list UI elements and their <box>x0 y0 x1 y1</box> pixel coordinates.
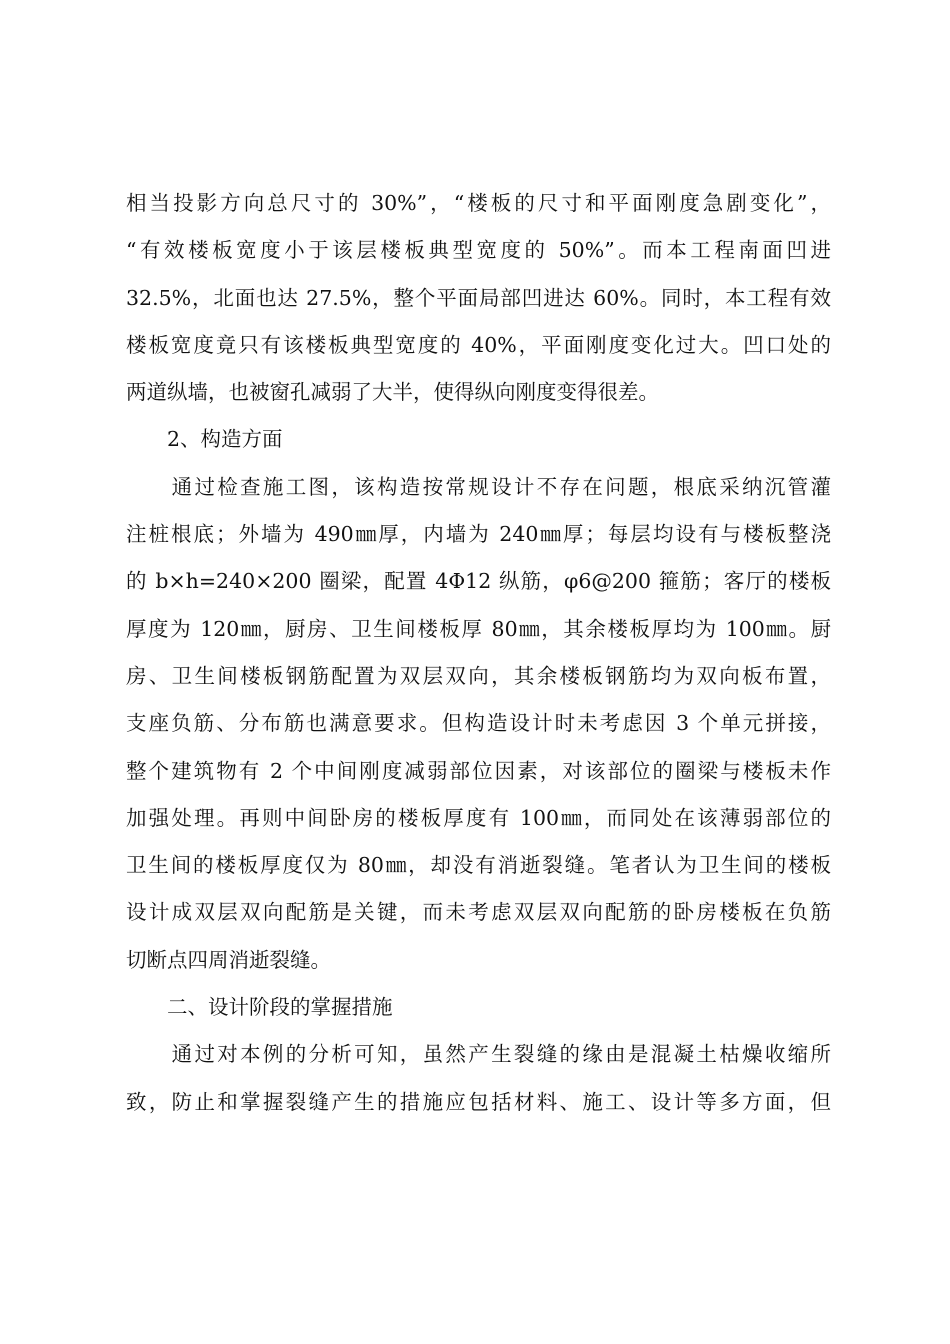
text-line: 整个建筑物有 2 个中间刚度减弱部位因素，对该部位的圈梁与楼板未作 <box>126 758 831 783</box>
text-line: 加强处理。再则中间卧房的楼板厚度有 100㎜，而同处在该薄弱部位的 <box>126 805 831 830</box>
text-line: 通过对本例的分析可知，虽然产生裂缝的缘由是混凝土枯燥收缩所 <box>126 1042 831 1067</box>
text-line: 注桩根底；外墙为 490㎜厚，内墙为 240㎜厚；每层均设有与楼板整浇 <box>126 522 831 547</box>
text-line: 相当投影方向总尺寸的 30%”，“楼板的尺寸和平面刚度急剧变化”， <box>126 191 831 215</box>
text-line: 支座负筋、分布筋也满意要求。但构造设计时未考虑因 3 个单元拼接， <box>126 711 831 736</box>
text-line: 两道纵墙，也被窗孔减弱了大半，使得纵向刚度变得很差。 <box>126 380 659 405</box>
text-line: 房、卫生间楼板钢筋配置为双层双向，其余楼板钢筋均为双向板布置， <box>126 663 831 688</box>
text-line: 卫生间的楼板厚度仅为 80㎜，却没有消逝裂缝。笔者认为卫生间的楼板 <box>126 853 831 878</box>
text-line: 致，防止和掌握裂缝产生的措施应包括材料、施工、设计等多方面，但 <box>126 1089 831 1114</box>
text-line: 切断点四周消逝裂缝。 <box>126 947 331 972</box>
text-line: “有效楼板宽度小于该层楼板典型宽度的 50%”。而本工程南面凹进 <box>126 238 831 263</box>
text-line: 32.5%，北面也达 27.5%，整个平面局部凹进达 60%。同时，本工程有效 <box>126 285 831 310</box>
section-heading: 二、设计阶段的掌握措施 <box>126 995 393 1020</box>
text-line: 通过检查施工图，该构造按常规设计不存在问题，根底采纳沉管灌 <box>126 474 831 499</box>
text-line: 设计成双层双向配筋是关键，而未考虑双层双向配筋的卧房楼板在负筋 <box>126 900 831 925</box>
text-line: 厚度为 120㎜，厨房、卫生间楼板厚 80㎜，其余楼板厚均为 100㎜。厨 <box>126 616 831 641</box>
section-heading: 2、构造方面 <box>126 427 283 452</box>
text-line: 的 b×h=240×200 圈梁，配置 4Φ12 纵筋，φ6@200 箍筋；客厅的楼板 <box>126 569 831 594</box>
text-line: 楼板宽度竟只有该楼板典型宽度的 40%，平面刚度变化过大。凹口处的 <box>126 332 831 357</box>
body-text <box>126 180 831 1126</box>
